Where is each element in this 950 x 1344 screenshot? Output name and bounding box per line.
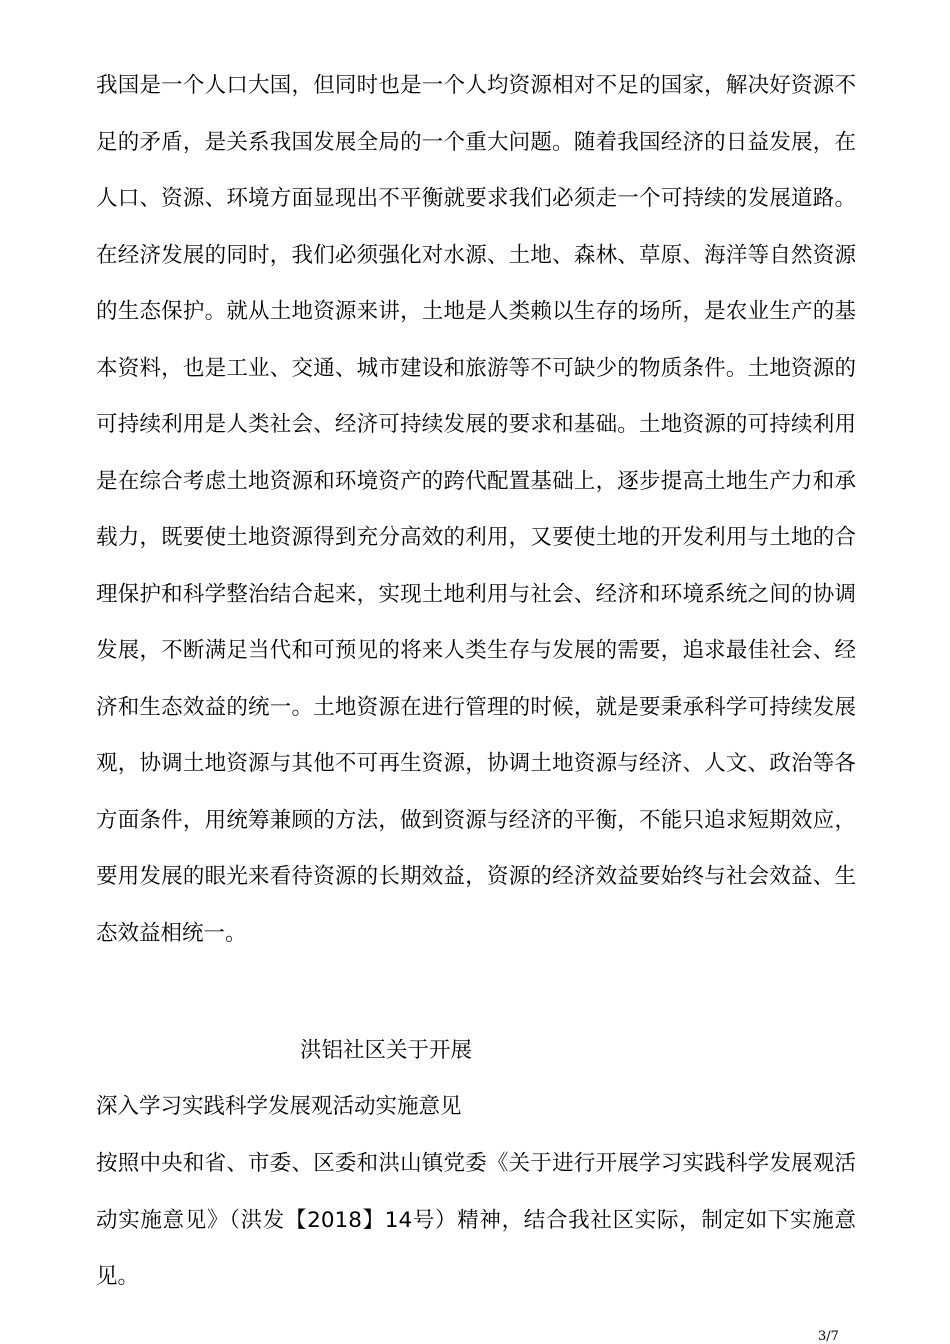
body-paragraph-intro: 按照中央和省、市委、区委和洪山镇党委《关于进行开展学习实践科学发展观活动实施意见》（洪发【2018】14号）精神，结合我社区实际，制定如下实施意见。 [96, 1151, 856, 1289]
body-paragraph-land-resources: 我国是一个人口大国，但同时也是一个人均资源相对不足的国家，解决好资源不足的矛盾，是关系我国发展全局的一个重大问题。随着我国经济的日益发展，在人口、资源、环境方面显现出不平衡就要求我们必须走一个可持续的发展道路。在经济发展的同时，我们必须强化对水源、土地、森林、草原、海洋等自然资源的生态保护。就从土地资源来讲，土地是人类赖以生存的场所，是农业生产的基本资料，也是工业、交通、城市建设和旅游等不可缺少的物质条件。土地资源的可持续利用是人类社会、经济可持续发展的要求和基础。土地资源的可持续利用是在综合考虑土地资源和环境资产的跨代配置基础上，逐步提高土地生产力和承载力，既要使土地资源得到充分高效的利用，又要使土地的开发利用与土地的合理保护和科学整治结合起来，实现土地利用与社会、经济和环境系统之间的协调发展，不断满足当代和可预见的将来人类生存与发展的需要，追求最佳社会、经济和生态效益的统一。土地资源在进行管理的时候，就是要秉承科学可持续发展观，协调土地资源与其他不可再生资源，协调土地资源与经济、人文、政治等各方面条件，用统筹兼顾的方法，做到资源与经济的平衡，不能只追求短期效应，要用发展的眼光来看待资源的长期效益，资源的经济效益要始终与社会效益、生态效益相统一。 [96, 73, 856, 946]
section-heading-line-2: 深入学习实践科学发展观活动实施意见 [96, 1094, 462, 1119]
section-heading-line-1: 洪铝社区关于开展 [300, 1038, 473, 1063]
page-number: 3/7 [818, 1329, 839, 1344]
